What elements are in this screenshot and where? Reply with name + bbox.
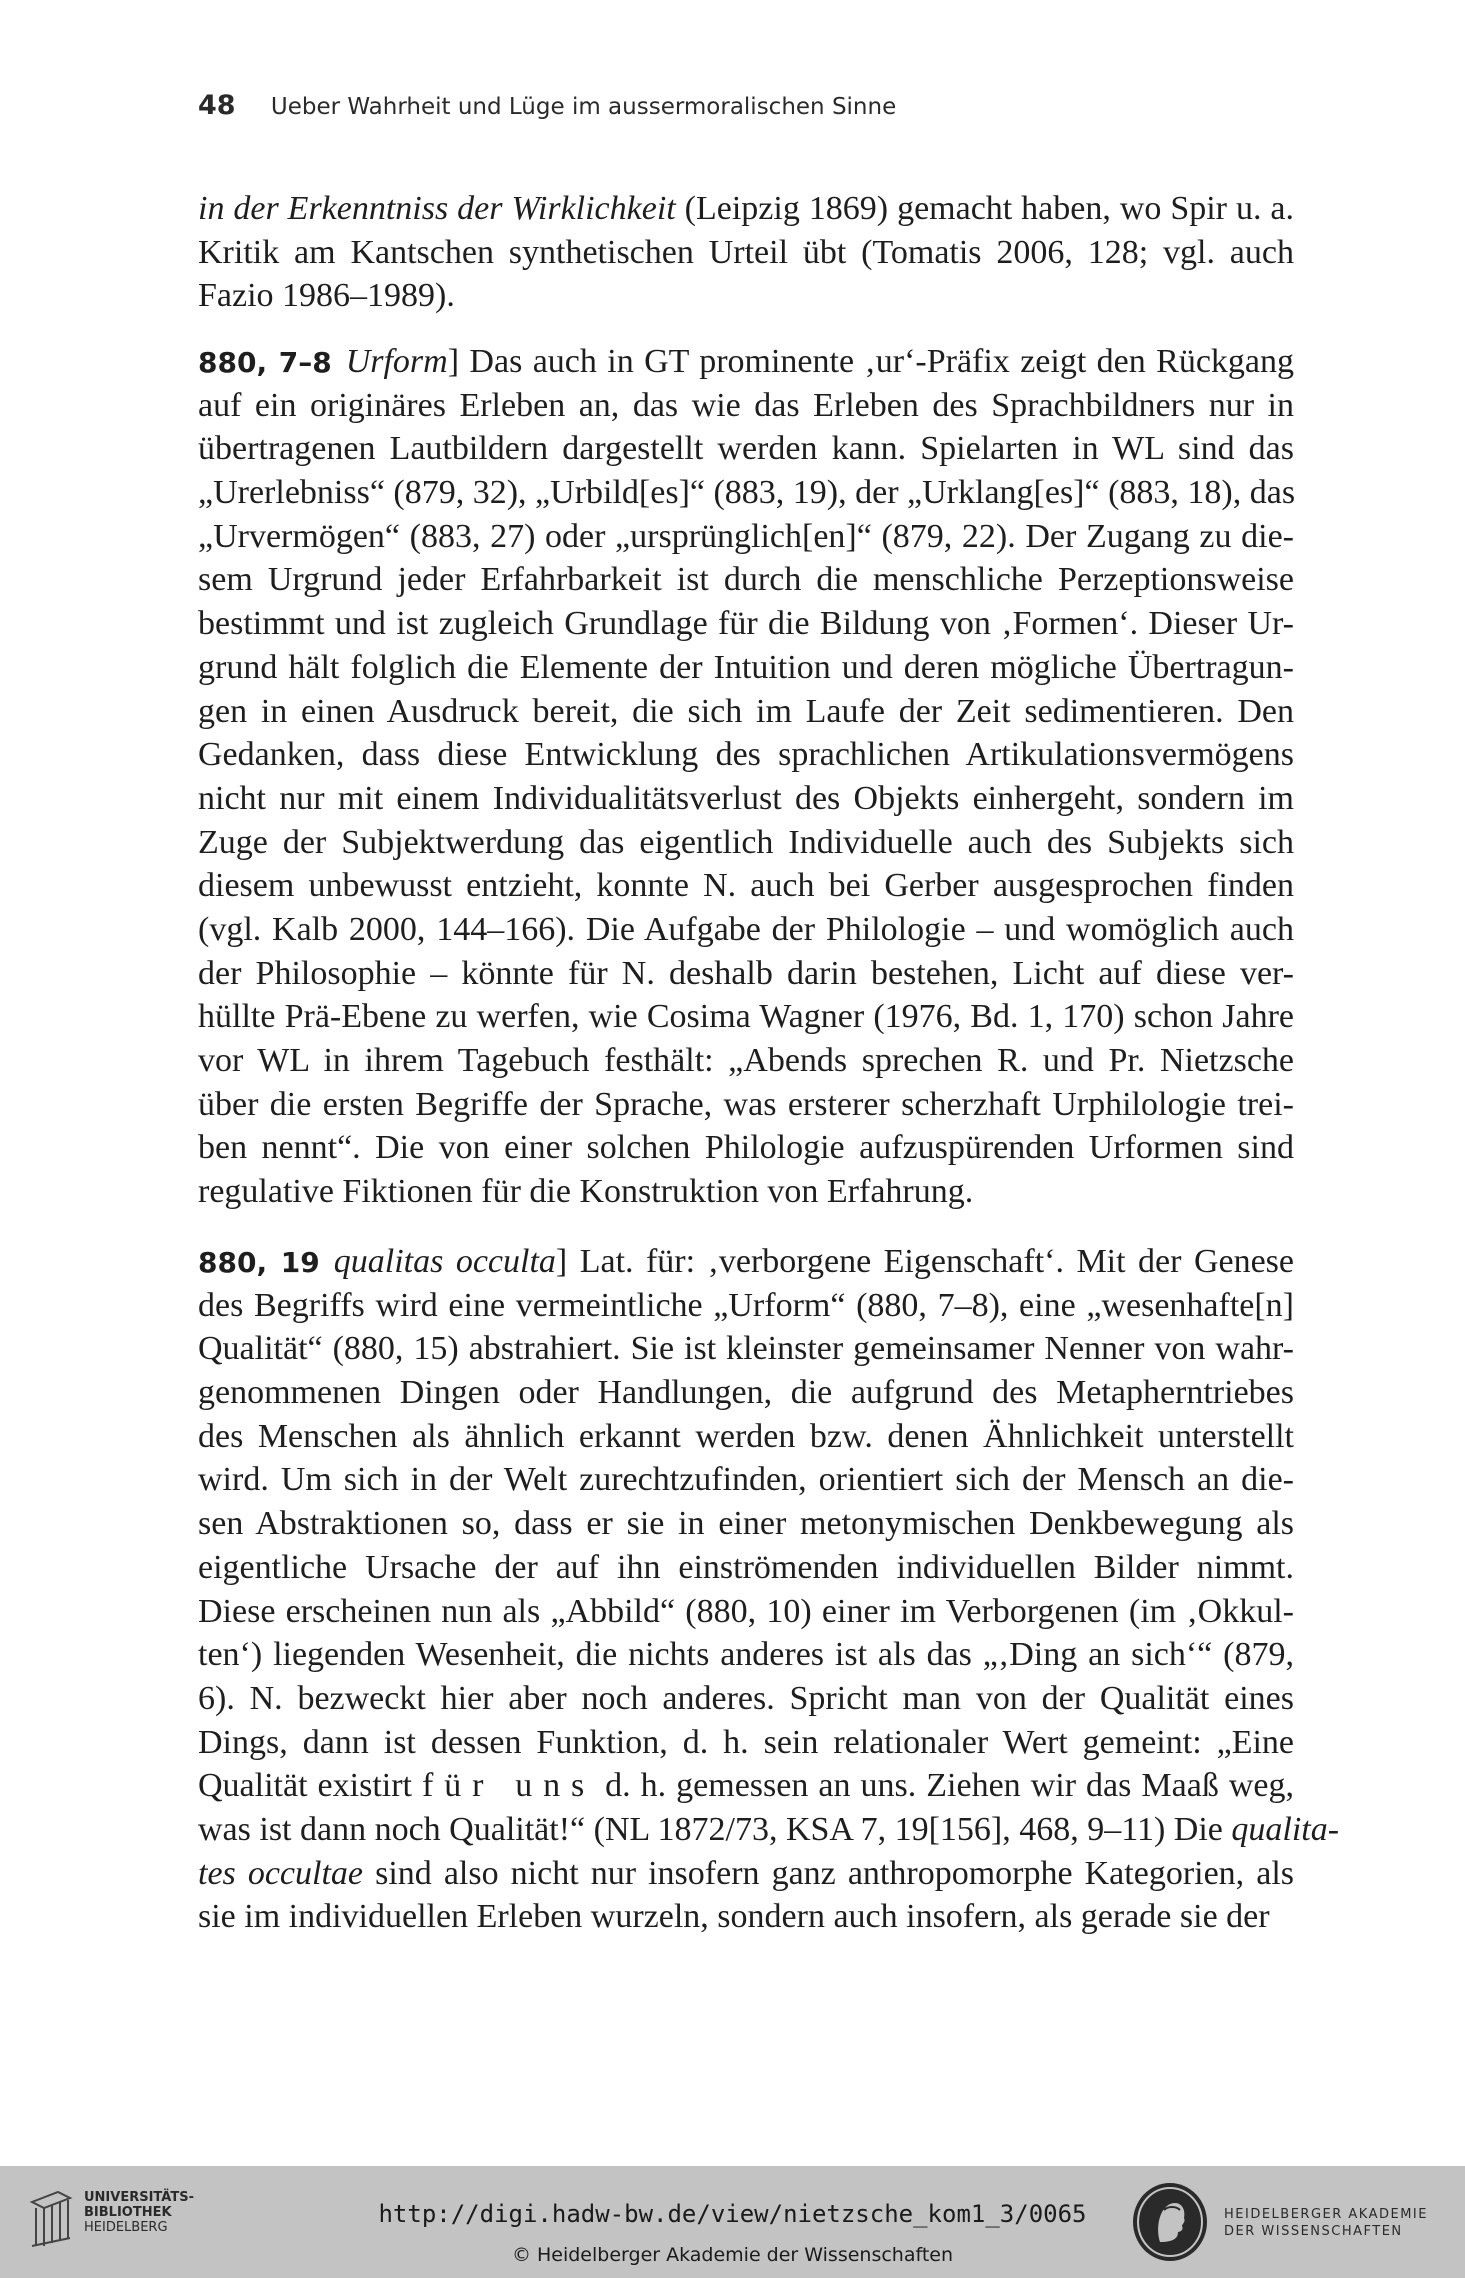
text-segment: vor WL in ihrem Tagebuch festhält: „Abends sprechen R. und Pr. Nietzsche [198, 1042, 1294, 1079]
text-line [198, 1284, 1294, 1328]
paragraph-continuation [198, 187, 1294, 318]
text-line [198, 1808, 1340, 1852]
text-segment: Qualität“ (880, 15) abstrahiert. Sie ist kleinster gemeinsamer Nenner von wahr- [198, 1330, 1294, 1368]
text-line [198, 1546, 1294, 1590]
running-title: Ueber Wahrheit und Lüge im aussermoralischen Sinne [270, 94, 897, 120]
text-segment: was ist dann noch Qualität!“ (NL 1872/73, KSA 7, 19[156], 468, 9–11) Die [198, 1810, 1232, 1848]
text-segment: grund hält folglich die Elemente der Intuition und deren mögliche Übertragun- [198, 648, 1294, 686]
text-segment: 6). N. bezweckt hier aber noch anderes. Spricht man von der Qualität eines [198, 1679, 1294, 1717]
italic-text: in der Erkenntniss der Wirklichkeit [198, 190, 676, 227]
text-line [198, 231, 1294, 275]
text-segment: „Urerlebniss“ (879, 32), „Urbild[es]“ (883, 19), der „Urklang[es]“ (883, 18), das [198, 474, 1296, 512]
text-line [198, 340, 1294, 384]
text-line [198, 1327, 1294, 1371]
commentary-entry-urform [198, 340, 1294, 1214]
text-segment: regulative Fiktionen für die Konstruktion von Erfahrung. [198, 1173, 974, 1211]
text-line [198, 995, 1294, 1039]
text-line [198, 952, 1294, 996]
italic-text: tes occultae [198, 1854, 364, 1892]
page-number: 48 [198, 90, 236, 121]
source-url-link[interactable]: http://digi.hadw-bw.de/view/nietzsche_kom1_3/0065 [378, 2200, 1087, 2228]
running-header [198, 90, 896, 121]
text-line [198, 1502, 1294, 1546]
text-segment: des Menschen als ähnlich erkannt werden bzw. denen Ähnlichkeit unterstellt [198, 1417, 1294, 1455]
text-line [198, 1677, 1294, 1721]
text-line [198, 690, 1294, 734]
text-line [198, 821, 1294, 865]
text-line [198, 1240, 1294, 1284]
text-segment: übertragenen Lautbildern dargestellt werden kann. Spielarten in WL sind das [198, 430, 1294, 468]
text-line [198, 471, 1294, 515]
text-line [198, 1083, 1294, 1127]
text-segment: auf ein originäres Erleben an, das wie das Erleben des Sprachbildners nur in [198, 386, 1294, 424]
library-name: UNIVERSITÄTS- BIBLIOTHEK HEIDELBERG [84, 2190, 194, 2235]
text-line [198, 1590, 1294, 1634]
text-line [198, 864, 1294, 908]
text-line [198, 908, 1294, 952]
text-segment: bestimmt und ist zugleich Grundlage für die Bildung von ‚Formen‘. Dieser Ur- [198, 605, 1294, 643]
text-line [198, 646, 1294, 690]
text-line [198, 384, 1294, 428]
text-line [198, 515, 1294, 559]
text-segment: Dings, dann ist dessen Funktion, d. h. sein relationaler Wert gemeint: „Eine [198, 1723, 1294, 1761]
text-segment: hüllte Prä-Ebene zu werfen, wie Cosima Wagner (1976, Bd. 1, 170) schon Jahre [198, 998, 1294, 1036]
copyright-notice: © Heidelberger Akademie der Wissenschaften [511, 2244, 954, 2266]
digitization-footer [0, 2166, 1465, 2278]
text-line [198, 777, 1294, 821]
text-segment: wird. Um sich in der Welt zurechtzufinden, orientiert sich der Mensch an die- [198, 1461, 1294, 1499]
text-segment: ] Lat. für: ‚verborgene Eigenschaft‘. Mit der Genese [555, 1243, 1294, 1280]
text-line [198, 427, 1294, 471]
text-segment: eigentliche Ursache der auf ihn einströmenden individuellen Bilder nimmt. [198, 1548, 1294, 1586]
academy-name: HEIDELBERGER AKADEMIE DER WISSENSCHAFTEN [1224, 2207, 1428, 2239]
text-segment: ten‘) liegenden Wesenheit, die nichts anderes ist als das „‚Ding an sich‘“ (879, [198, 1636, 1294, 1674]
italic-text: Urform [345, 343, 448, 380]
text-segment: genommenen Dingen oder Handlungen, die aufgrund des Metapherntriebes [198, 1374, 1294, 1412]
text-segment: (vgl. Kalb 2000, 144–166). Die Aufgabe der Philologie – und womöglich auch [198, 910, 1294, 948]
text-segment: sind also nicht nur insofern ganz anthropomorphe Kategorien, als [363, 1854, 1295, 1892]
text-segment: Qualität existirt [198, 1767, 423, 1805]
text-line [198, 1633, 1294, 1677]
text-line [198, 1721, 1294, 1765]
text-segment: Zuge der Subjektwerdung das eigentlich Individuelle auch des Subjekts sich [198, 823, 1294, 861]
text-line [198, 558, 1294, 602]
text-line [198, 1852, 1294, 1896]
text-line [198, 1170, 1294, 1214]
text-line [198, 1764, 1294, 1808]
italic-text: qualita- [1231, 1810, 1340, 1848]
text-segment: d. h. gemessen an uns. Ziehen wir das Maaß weg, [595, 1767, 1294, 1805]
spaced-emphasis: für uns [422, 1767, 596, 1805]
text-line [198, 1895, 1294, 1939]
text-segment: sen Abstraktionen so, dass er sie in einer metonymischen Denkbewegung als [198, 1505, 1294, 1543]
text-segment: Fazio 1986–1989). [198, 277, 455, 315]
text-segment: Gedanken, dass diese Entwicklung des sprachlichen Artikulationsvermögens [198, 736, 1294, 774]
text-segment: „Urvermögen“ (883, 27) oder „ursprünglich[en]“ (879, 22). Der Zugang zu die- [198, 517, 1294, 555]
text-line [198, 274, 1294, 318]
text-segment: nicht nur mit einem Individualitätsverlust des Objekts einhergeht, sondern im [198, 779, 1294, 817]
text-segment: ben nennt“. Die von einer solchen Philologie aufzuspürenden Urformen sind [198, 1129, 1294, 1167]
text-line [198, 733, 1294, 777]
text-segment: ] Das auch in GT prominente ‚ur‘-Präfix zeigt den Rückgang [447, 343, 1295, 380]
text-segment: über die ersten Begriffe der Sprache, was ersterer scherzhaft Urphilologie trei- [198, 1085, 1294, 1123]
text-line [198, 187, 1294, 231]
commentary-entry-qualitas-occulta [198, 1240, 1340, 1939]
lemma-reference: 880, 19 [198, 1246, 320, 1279]
text-segment: (Leipzig 1869) gemacht haben, wo Spir u. a. [675, 190, 1294, 227]
lemma-reference: 880, 7–8 [198, 346, 332, 379]
text-line [198, 1458, 1294, 1502]
text-segment: diesem unbewusst entzieht, konnte N. auch bei Gerber ausgesprochen finden [198, 867, 1294, 905]
italic-text: qualitas occulta [333, 1243, 556, 1280]
text-line [198, 602, 1294, 646]
text-line [198, 1371, 1294, 1415]
text-segment: sem Urgrund jeder Erfahrbarkeit ist durch die menschliche Perzeptionsweise [198, 561, 1294, 599]
text-segment: Kritik am Kantschen synthetischen Urteil übt (Tomatis 2006, 128; vgl. auch [198, 233, 1294, 271]
text-segment: des Begriffs wird eine vermeintliche „Urform“ (880, 7–8), eine „wesenhafte[n] [198, 1286, 1294, 1324]
text-segment: der Philosophie – könnte für N. deshalb darin bestehen, Licht auf diese ver- [198, 954, 1294, 992]
text-line [198, 1415, 1294, 1459]
text-line [198, 1039, 1294, 1083]
text-segment: gen in einen Ausdruck bereit, die sich im Laufe der Zeit sedimentieren. Den [198, 692, 1294, 730]
text-line [198, 1126, 1294, 1170]
academy-portrait-medallion-icon [1130, 2180, 1210, 2264]
text-segment: sie im individuellen Erleben wurzeln, sondern auch insofern, als gerade sie der [198, 1898, 1270, 1936]
text-segment: Diese erscheinen nun als „Abbild“ (880, 10) einer im Verborgenen (im ‚Okkul- [198, 1592, 1294, 1630]
